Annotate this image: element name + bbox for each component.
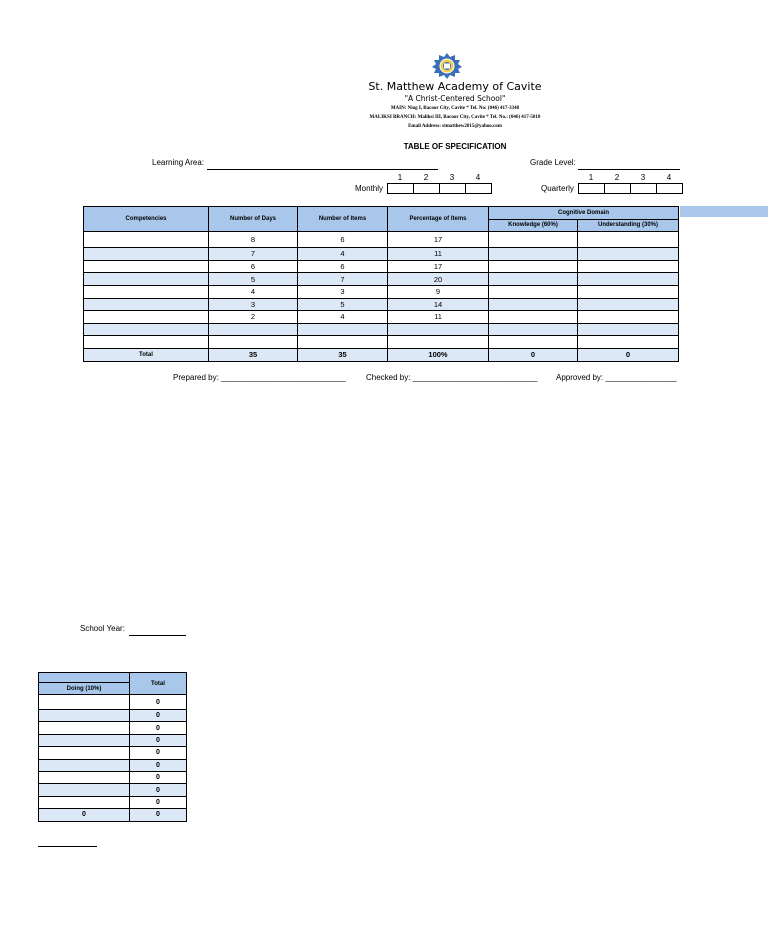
total-items: 35	[298, 348, 388, 361]
total-label: Total	[84, 348, 209, 361]
grade-level-field[interactable]	[578, 159, 680, 170]
table-row	[39, 796, 187, 808]
knowledge-header: Knowledge (60%)	[489, 219, 578, 232]
pct-cell[interactable]	[388, 323, 489, 336]
quarterly-label: Quarterly	[541, 184, 574, 193]
total-cell: 0	[130, 759, 187, 771]
email-address: Email Address: stmatthew2015@yahoo.com	[408, 124, 502, 129]
school-year-field[interactable]	[129, 625, 186, 636]
days-cell[interactable]: 3	[209, 298, 298, 311]
knowledge-cell[interactable]	[489, 248, 578, 261]
items-cell[interactable]: 6	[298, 260, 388, 273]
table-row	[84, 336, 679, 349]
items-header: Number of Items	[298, 207, 388, 232]
quarterly-box-4[interactable]	[657, 183, 683, 194]
items-cell[interactable]: 7	[298, 273, 388, 286]
pct-cell[interactable]: 9	[388, 285, 489, 298]
days-cell[interactable]	[209, 336, 298, 349]
competency-cell[interactable]	[84, 260, 209, 273]
learning-area-field[interactable]	[207, 159, 438, 170]
total-understanding: 0	[578, 348, 679, 361]
approved-by: Approved by: ________________	[556, 373, 677, 382]
percentage-header: Percentage of Items	[388, 207, 489, 232]
competency-cell[interactable]	[84, 298, 209, 311]
doing-cell[interactable]	[39, 695, 130, 710]
doing-cell[interactable]	[39, 747, 130, 759]
days-cell[interactable]: 5	[209, 273, 298, 286]
knowledge-cell[interactable]	[489, 298, 578, 311]
understanding-cell[interactable]	[578, 285, 679, 298]
knowledge-cell[interactable]	[489, 311, 578, 324]
table-row	[39, 710, 187, 722]
quarterly-digit-3: 3	[640, 173, 646, 182]
table-row	[84, 311, 679, 324]
doing-cell[interactable]	[39, 710, 130, 722]
monthly-digit-1: 1	[397, 173, 403, 182]
school-seal-icon	[428, 52, 466, 80]
pct-cell[interactable]: 11	[388, 248, 489, 261]
knowledge-cell[interactable]	[489, 323, 578, 336]
total-knowledge: 0	[489, 348, 578, 361]
total-cell: 0	[130, 734, 187, 746]
items-cell[interactable]: 5	[298, 298, 388, 311]
understanding-cell[interactable]	[578, 336, 679, 349]
total-cell: 0	[130, 796, 187, 808]
understanding-cell[interactable]	[578, 273, 679, 286]
doing-cell[interactable]	[39, 759, 130, 771]
specification-table	[83, 206, 679, 362]
days-cell[interactable]: 4	[209, 285, 298, 298]
table-row	[84, 248, 679, 261]
grand-total: 0	[130, 809, 187, 821]
items-cell[interactable]: 3	[298, 285, 388, 298]
competency-cell[interactable]	[84, 248, 209, 261]
table-row	[84, 273, 679, 286]
main-address: MAIN: Niog I, Bacoor City, Cavite * Tel. No: (046) 417-3348	[390, 106, 520, 111]
table-row	[84, 232, 679, 248]
table-row	[84, 285, 679, 298]
pct-cell[interactable]: 14	[388, 298, 489, 311]
table-row	[84, 260, 679, 273]
table-row	[39, 695, 187, 710]
pct-cell[interactable]: 20	[388, 273, 489, 286]
table-row	[84, 298, 679, 311]
branch-address: MALIKSI BRANCH: Maliksi III, Bacoor City, Cavite * Tel. No.: (046) 417-5010	[369, 115, 541, 120]
pct-cell[interactable]: 17	[388, 232, 489, 248]
items-cell[interactable]: 4	[298, 311, 388, 324]
total-cell: 0	[130, 784, 187, 796]
days-cell[interactable]: 2	[209, 311, 298, 324]
signature-line	[38, 846, 97, 847]
doing-cell[interactable]	[39, 784, 130, 796]
total-cell: 0	[130, 695, 187, 710]
monthly-box-4[interactable]	[466, 183, 492, 194]
pct-cell[interactable]	[388, 336, 489, 349]
understanding-cell[interactable]	[578, 248, 679, 261]
total-cell: 0	[130, 771, 187, 783]
table-row	[39, 722, 187, 734]
monthly-boxes	[387, 183, 492, 194]
knowledge-cell[interactable]	[489, 260, 578, 273]
days-cell[interactable]	[209, 323, 298, 336]
monthly-box-1[interactable]	[387, 183, 414, 194]
school-year-label: School Year:	[80, 624, 125, 633]
understanding-cell[interactable]	[578, 323, 679, 336]
doing-header: Doing (10%)	[39, 683, 130, 695]
table-row	[39, 747, 187, 759]
days-cell[interactable]: 6	[209, 260, 298, 273]
monthly-digits	[387, 173, 491, 182]
items-cell[interactable]: 4	[298, 248, 388, 261]
prepared-by: Prepared by: ____________________________	[173, 373, 346, 382]
total-cell: 0	[130, 722, 187, 734]
understanding-cell[interactable]	[578, 232, 679, 248]
total-cell: 0	[130, 747, 187, 759]
quarterly-digit-2: 2	[614, 173, 620, 182]
quarterly-boxes	[578, 183, 683, 194]
quarterly-box-1[interactable]	[578, 183, 605, 194]
knowledge-cell[interactable]	[489, 232, 578, 248]
competencies-header: Competencies	[84, 207, 209, 232]
days-cell[interactable]: 8	[209, 232, 298, 248]
monthly-digit-3: 3	[449, 173, 455, 182]
competency-cell[interactable]	[84, 311, 209, 324]
pct-cell[interactable]: 11	[388, 311, 489, 324]
quarterly-box-2[interactable]	[605, 183, 631, 194]
monthly-label: Monthly	[355, 184, 384, 193]
quarterly-digit-1: 1	[588, 173, 594, 182]
doing-cell[interactable]	[39, 771, 130, 783]
competency-cell[interactable]	[84, 323, 209, 336]
knowledge-cell[interactable]	[489, 336, 578, 349]
competency-cell[interactable]	[84, 336, 209, 349]
total-row	[84, 348, 679, 361]
doing-cell[interactable]	[39, 722, 130, 734]
table-row	[39, 734, 187, 746]
table-row	[84, 323, 679, 336]
doing-cell[interactable]	[39, 734, 130, 746]
quarterly-box-3[interactable]	[631, 183, 657, 194]
header-fill-strip	[680, 206, 768, 217]
checked-by: Checked by: ____________________________	[366, 373, 538, 382]
competency-cell[interactable]	[84, 232, 209, 248]
monthly-digit-2: 2	[423, 173, 429, 182]
items-cell[interactable]	[298, 336, 388, 349]
days-header: Number of Days	[209, 207, 298, 232]
understanding-cell[interactable]	[578, 311, 679, 324]
total-pct: 100%	[388, 348, 489, 361]
table-row	[39, 784, 187, 796]
monthly-box-2[interactable]	[414, 183, 440, 194]
total-header: Total	[130, 673, 187, 695]
doing-cell[interactable]	[39, 796, 130, 808]
school-motto: "A Christ-Centered School"	[404, 94, 506, 103]
doing-total-table	[38, 672, 187, 822]
learning-area-label: Learning Area:	[152, 158, 205, 167]
doing-top-header	[39, 673, 130, 683]
knowledge-cell[interactable]	[489, 273, 578, 286]
items-cell[interactable]: 6	[298, 232, 388, 248]
table-row	[39, 759, 187, 771]
knowledge-cell[interactable]	[489, 285, 578, 298]
cognitive-domain-header: Cognitive Domain	[489, 207, 679, 220]
document-title: TABLE OF SPECIFICATION	[403, 142, 507, 151]
table-row	[39, 771, 187, 783]
competency-cell[interactable]	[84, 273, 209, 286]
pct-cell[interactable]: 17	[388, 260, 489, 273]
understanding-header: Understanding (30%)	[578, 219, 679, 232]
days-cell[interactable]: 7	[209, 248, 298, 261]
understanding-cell[interactable]	[578, 260, 679, 273]
total-days: 35	[209, 348, 298, 361]
quarterly-digit-4: 4	[666, 173, 672, 182]
total-cell: 0	[130, 710, 187, 722]
quarterly-digits	[578, 173, 682, 182]
understanding-cell[interactable]	[578, 298, 679, 311]
items-cell[interactable]	[298, 323, 388, 336]
total-row	[39, 809, 187, 821]
school-name: St. Matthew Academy of Cavite	[368, 80, 542, 93]
doing-total: 0	[39, 809, 130, 821]
monthly-box-3[interactable]	[440, 183, 466, 194]
grade-level-label: Grade Level:	[530, 158, 576, 167]
monthly-digit-4: 4	[475, 173, 481, 182]
competency-cell[interactable]	[84, 285, 209, 298]
